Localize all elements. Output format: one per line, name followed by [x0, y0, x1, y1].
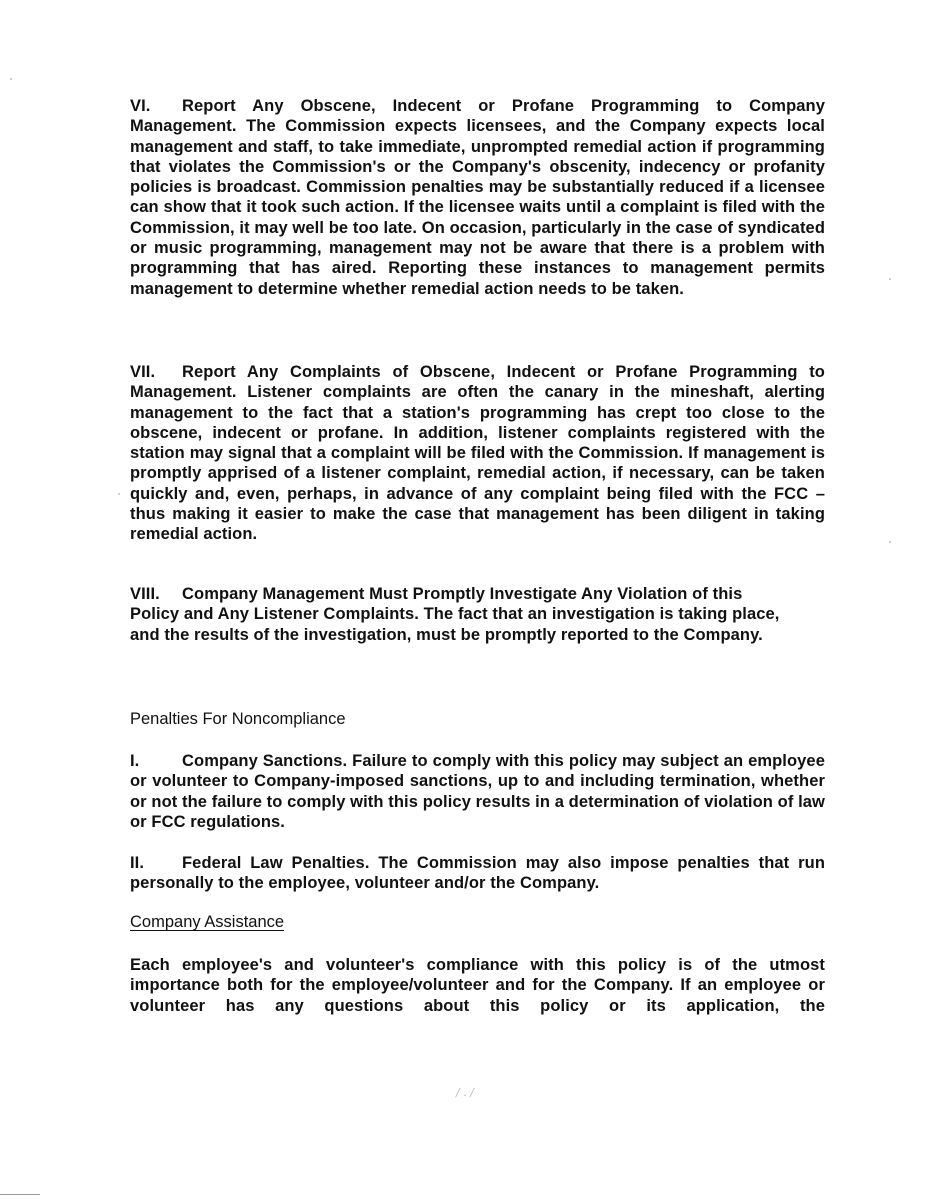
- assistance-heading: Company Assistance: [130, 913, 285, 931]
- footer-mark: / . /: [456, 1086, 474, 1099]
- scan-speck: [118, 493, 120, 495]
- penalty-i-numeral: I.: [130, 752, 140, 770]
- penalty-i-paragraph: [130, 751, 825, 832]
- section-viii-paragraph: [130, 584, 790, 645]
- section-vi-paragraph: [130, 96, 825, 299]
- penalty-ii-paragraph: [130, 853, 825, 894]
- section-vii-paragraph: [130, 362, 825, 545]
- section-vii-text: Report Any Complaints of Obscene, Indecent or Profane Programming to Management. Listener complaints are often the canary in the mineshaft, alerting management to the fact that a station's programming has crept too close to the obscene, indecent or profane. In addition, listener complaints registered with the station may signal that a complaint will be filed with the Commission. If management is promptly apprised of a listener complaint, remedial action, if necessary, can be taken quickly and, even, perhaps, in advance of any complaint being filed with the FCC – thus making it easier to make the case that management has been diligent in taking remedial action.: [130, 363, 825, 544]
- scan-speck: [889, 278, 891, 280]
- section-viii-text: Company Management Must Promptly Investigate Any Violation of this Policy and Any Listener Complaints. The fact that an investigation is taking place, and the results of the investigation, must be promptly reported to the Company.: [130, 585, 780, 644]
- assistance-paragraph: Each employee's and volunteer's compliance with this policy is of the utmost importance both for the employee/volunteer and for the Company. If an employee or volunteer has any questions about this policy or its application, the: [130, 956, 825, 1015]
- section-vi-text: Report Any Obscene, Indecent or Profane Programming to Company Management. The Commission expects licensees, and the Company expects local management and staff, to take immediate, unprompted remedial action if programming that violates the Commission's or the Company's obscenity, indecency or profanity policies is broadcast. Commission penalties may be substantially reduced if a licensee can show that it took such action. If the licensee waits until a complaint is filed with the Commission, it may well be too late. On occasion, particularly in the case of syndicated or music programming, management may not be aware that there is a problem with programming that has aired. Reporting these instances to management permits management to determine whether remedial action needs to be taken.: [130, 97, 825, 298]
- penalty-i-text: Company Sanctions. Failure to comply with this policy may subject an employee or volunteer to Company-imposed sanctions, up to and including termination, whether or not the failure to comply with this policy results in a determination of violation of law or FCC regulations.: [130, 752, 825, 831]
- scan-speck: [889, 541, 891, 543]
- penalties-heading: Penalties For Noncompliance: [130, 710, 346, 728]
- section-viii-numeral: VIII.: [130, 585, 160, 603]
- scan-speck: [10, 78, 12, 80]
- section-vii-numeral: VII.: [130, 363, 156, 381]
- section-vi-numeral: VI.: [130, 97, 151, 115]
- penalty-ii-numeral: II.: [130, 854, 145, 872]
- scan-edge-line: [0, 1194, 40, 1195]
- penalty-ii-text: Federal Law Penalties. The Commission may also impose penalties that run personally to the employee, volunteer and/or the Company.: [130, 854, 825, 893]
